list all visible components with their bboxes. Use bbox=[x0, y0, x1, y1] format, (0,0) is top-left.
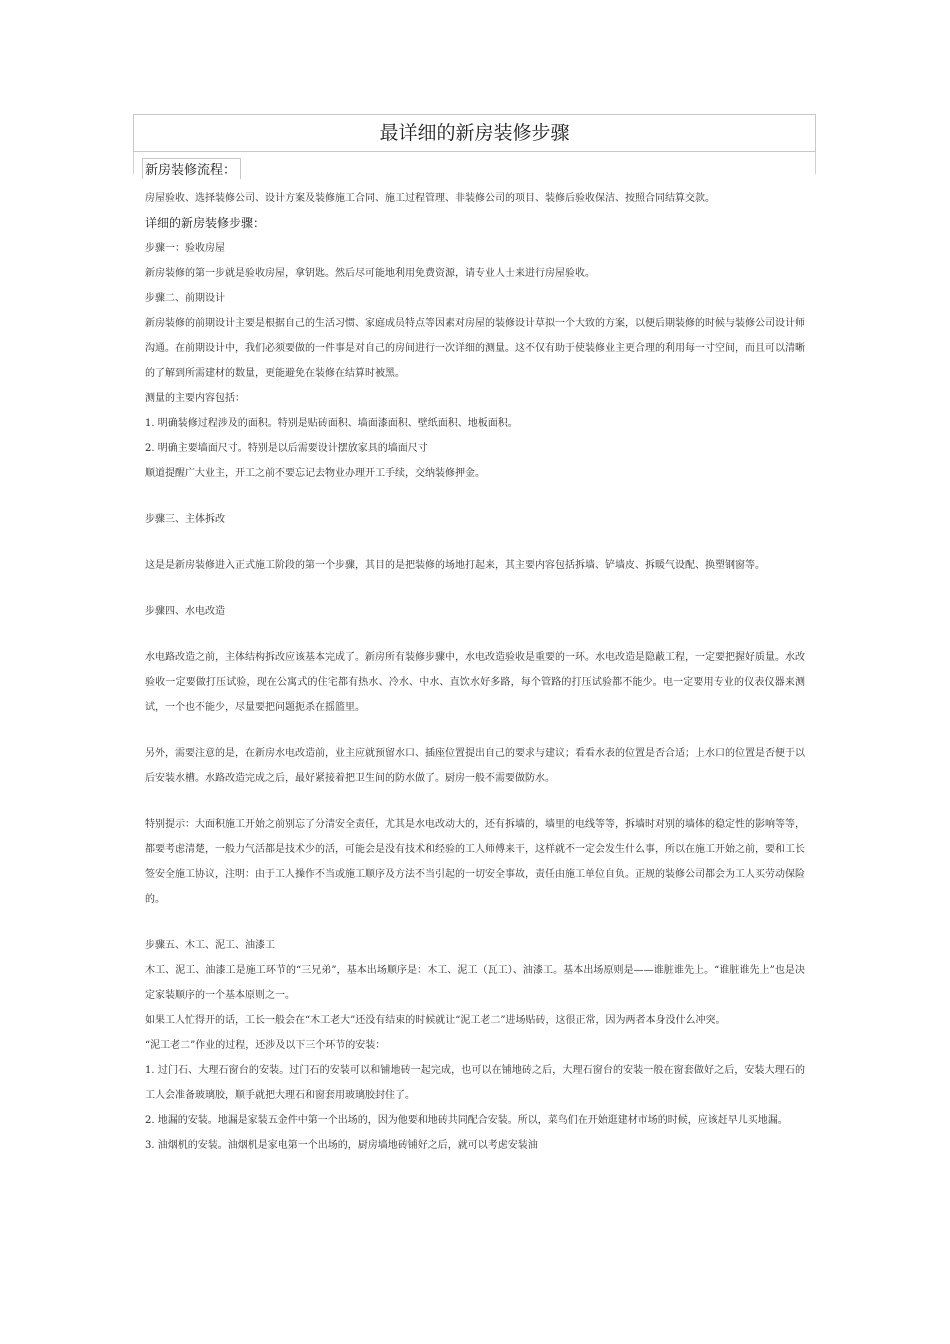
paragraph-spacer bbox=[145, 912, 805, 933]
paragraph: 步骤三、主体拆改 bbox=[145, 514, 225, 525]
paragraph: 顺道提醒广大业主，开工之前不要忘记去物业办理开工手续，交纳装修押金。 bbox=[145, 468, 485, 479]
document-body bbox=[145, 186, 805, 1158]
paragraph: 水电路改造之前，主体结构拆改应该基本完成了。新房所有装修步骤中，水电改造验收是重要的一环。水电改造是隐蔽工程，一定要把握好质量。水改验收一定要做打压试验，现在公寓式的住宅都有热水、冷水、中水、直饮水好多路，每个管路的打压试验都不能少。电一定要用专业的仪表仪器来测试，一个也不能少，尽量要把问题扼杀在摇篮里。 bbox=[145, 652, 805, 713]
paragraph-spacer bbox=[145, 532, 805, 553]
paragraph: 步骤二、前期设计 bbox=[145, 293, 225, 304]
paragraph-spacer bbox=[145, 720, 805, 741]
paragraph: 1. 明确装修过程涉及的面积。特别是贴砖面积、墙面漆面积、壁纸面积、地板面积。 bbox=[145, 418, 518, 429]
paragraph-spacer bbox=[145, 791, 805, 812]
paragraph: 测量的主要内容包括： bbox=[145, 393, 245, 404]
paragraph: 2. 地漏的安装。地漏是家装五金件中第一个出场的，因为他要和地砖共同配合安装。所以，菜鸟们在开始逛建材市场的时候，应该赶早儿买地漏。 bbox=[145, 1115, 788, 1126]
frame-divider-right bbox=[815, 152, 816, 174]
paragraph: 如果工人忙得开的话，工长一般会在“木工老大”还没有结束的时候就让“泥工老二”进场贴砖，这很正常，因为两者本身没什么冲突。 bbox=[145, 1015, 726, 1026]
paragraph-spacer bbox=[145, 578, 805, 599]
paragraph: 特别提示：大面积施工开始之前别忘了分清安全责任，尤其是水电改动大的，还有拆墙的，墙里的电线等等，拆墙时对别的墙体的稳定性的影响等等，都要考虑清楚，一般力气活都是技术少的活，可能会是没有技术和经验的工人师傅来干，这样就不一定会发生什么事，所以在施工开始之前，要和工长签安全施工协议，注明：由于工人操作不当或施工顺序及方法不当引起的一切安全事故，责任由施工单位自负。正规的装修公司都会为工人买劳动保险的。 bbox=[145, 819, 805, 905]
paragraph: 步骤一：验收房屋 bbox=[145, 243, 225, 254]
paragraph: 另外，需要注意的是，在新房水电改造前，业主应就预留水口、插座位置提出自己的要求与建议；看看水表的位置是否合适；上水口的位置是否便于以后安装水槽。水路改造完成之后，最好紧接着把卫生间的防水做了。厨房一般不需要做防水。 bbox=[145, 748, 805, 784]
paragraph-spacer bbox=[145, 624, 805, 645]
paragraph: 步骤五、木工、泥工、油漆工 bbox=[145, 940, 275, 951]
paragraph: 新房装修的前期设计主要是根据自己的生活习惯、家庭成员特点等因素对房屋的装修设计草拟一个大致的方案，以便后期装修的时候与装修公司设计师沟通。在前期设计中，我们必须要做的一件事是对自己的房间进行一次详细的测量。这不仅有助于使装修业主更合理的利用每一寸空间，而且可以清晰的了解到所需建材的数量，更能避免在装修在结算时被黑。 bbox=[145, 318, 805, 379]
paragraph: 2. 明确主要墙面尺寸。特别是以后需要设计摆放家具的墙面尺寸 bbox=[145, 443, 428, 454]
paragraph-spacer bbox=[145, 486, 805, 507]
frame-divider-left bbox=[133, 152, 134, 174]
paragraph: 新房装修的第一步就是验收房屋，拿钥匙。然后尽可能地利用免费资源，请专业人士来进行房屋验收。 bbox=[145, 268, 595, 279]
paragraph: 这是是新房装修进入正式施工阶段的第一个步骤，其目的是把装修的场地打起来，其主要内容包括拆墙、铲墙皮、拆暖气设配、换塑钢窗等。 bbox=[145, 560, 765, 571]
paragraph: 步骤四、水电改造 bbox=[145, 606, 225, 617]
paragraph: “泥工老二”作业的过程，还涉及以下三个环节的安装： bbox=[145, 1040, 386, 1051]
paragraph: 木工、泥工、油漆工是施工环节的“三兄弟”，基本出场顺序是：木工、泥工（瓦工）、油漆工。基本出场原则是——谁脏谁先上。“谁脏谁先上”也是决定家装顺序的一个基本原则之一。 bbox=[145, 965, 805, 1001]
paragraph: 1. 过门石、大理石窗台的安装。过门石的安装可以和铺地砖一起完成，也可以在铺地砖之后，大理石窗台的安装一般在窗套做好之后，安装大理石的工人会准备玻璃胶，顺手就把大理石和窗套用玻璃胶封住了。 bbox=[145, 1065, 805, 1101]
paragraph: 3. 油烟机的安装。油烟机是家电第一个出场的，厨房墙地砖铺好之后，就可以考虑安装油 bbox=[145, 1140, 538, 1151]
document-title: 最详细的新房装修步骤 bbox=[133, 114, 816, 152]
section-subtitle: 新房装修流程： bbox=[142, 158, 241, 179]
paragraph: 详细的新房装修步骤： bbox=[145, 216, 266, 230]
paragraph: 房屋验收、选择装修公司、设计方案及装修施工合同、施工过程管理、非装修公司的项目、装修后验收保洁、按照合同结算交款。 bbox=[145, 193, 715, 204]
